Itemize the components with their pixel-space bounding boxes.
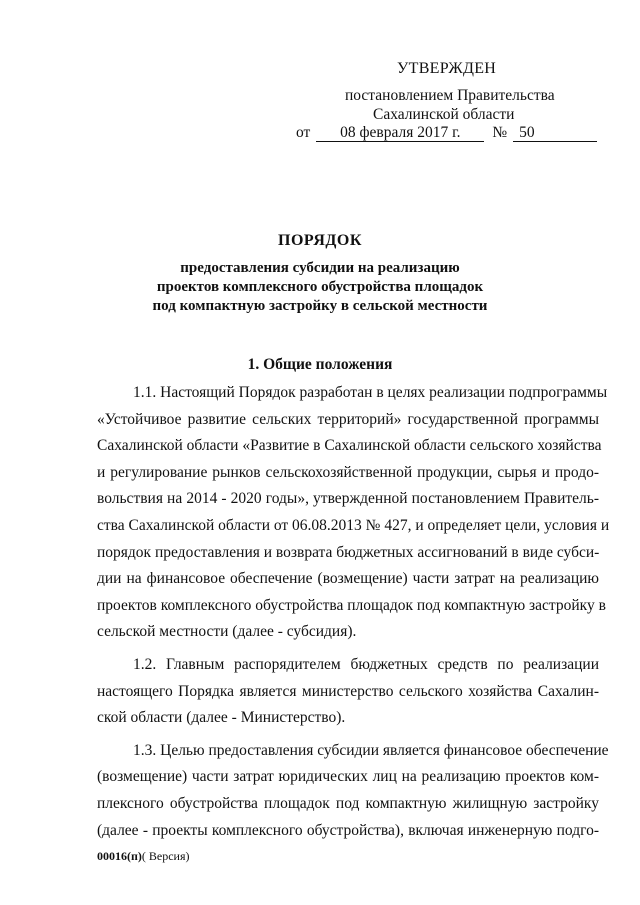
text-line: проектов комплексного обустройства площадок под компактную застройку в bbox=[97, 596, 606, 614]
text-line: вольствия на 2014 - 2020 годы», утвержденной постановлением Правитель- bbox=[97, 490, 599, 508]
number-label: № bbox=[492, 124, 508, 141]
subtitle-line-2: проектов комплексного обустройства площадок bbox=[156, 279, 484, 295]
text-line: сельской местности (далее - субсидия). bbox=[97, 623, 357, 641]
text-line: Сахалинской области «Развитие в Сахалинской области сельского хозяйства bbox=[97, 437, 602, 455]
text-line: ства Сахалинской области от 06.08.2013 № 427, и определяет цели, условия и bbox=[97, 516, 610, 534]
footer-version: ( Версия) bbox=[141, 849, 190, 863]
approval-line-2: Сахалинской области bbox=[373, 106, 515, 123]
text-line: ской области (далее - Министерство). bbox=[97, 709, 346, 727]
subtitle-line-3: под компактную застройку в сельской местности bbox=[152, 298, 488, 314]
text-line: плексного обустройства площадок под компактную жилищную застройку bbox=[97, 794, 599, 812]
section-heading: 1. Общие положения bbox=[247, 356, 393, 373]
text-line: настоящего Порядка является министерство сельского хозяйства Сахалин- bbox=[97, 682, 599, 700]
document-subtitle bbox=[0, 259, 640, 316]
paragraph-1-3 bbox=[97, 738, 609, 844]
text-line: и регулирование рынков сельскохозяйственной продукции, сырья и продо- bbox=[97, 463, 599, 481]
text-line: дии на финансовое обеспечение (возмещение) части затрат на реализацию bbox=[97, 570, 599, 588]
text-line: «Устойчивое развитие сельских территорий» государственной программы bbox=[97, 410, 599, 428]
approval-heading: УТВЕРЖДЕН bbox=[397, 60, 497, 77]
from-label: от bbox=[296, 124, 311, 141]
text-line: 1.1. Настоящий Порядок разработан в целях реализации подпрограммы bbox=[133, 384, 608, 401]
text-line: (возмещение) части затрат юридических лиц на реализацию проектов ком- bbox=[97, 768, 599, 786]
subtitle-line-1: предоставления субсидии на реализацию bbox=[180, 260, 460, 276]
document-title: ПОРЯДОК bbox=[278, 232, 362, 249]
approval-date: 08 февраля 2017 г. bbox=[316, 125, 484, 142]
text-line: 1.2. Главным распорядителем бюджетных средств по реализации bbox=[133, 655, 599, 673]
text-line: порядок предоставления и возврата бюджетных ассигнований в виде субси- bbox=[97, 543, 600, 561]
document-body bbox=[97, 380, 610, 844]
document-footer bbox=[97, 849, 190, 864]
approval-number: 50 bbox=[513, 125, 597, 142]
text-line: (далее - проекты комплексного обустройства), включая инженерную подго- bbox=[97, 821, 599, 839]
approval-date-row bbox=[296, 124, 597, 142]
approval-line-1: постановлением Правительства bbox=[345, 87, 555, 104]
text-line: 1.3. Целью предоставления субсидии является финансовое обеспечение bbox=[133, 741, 609, 759]
paragraph-1-1 bbox=[97, 380, 610, 646]
footer-code: 00016(п) bbox=[97, 849, 142, 863]
paragraph-1-2 bbox=[97, 652, 599, 732]
